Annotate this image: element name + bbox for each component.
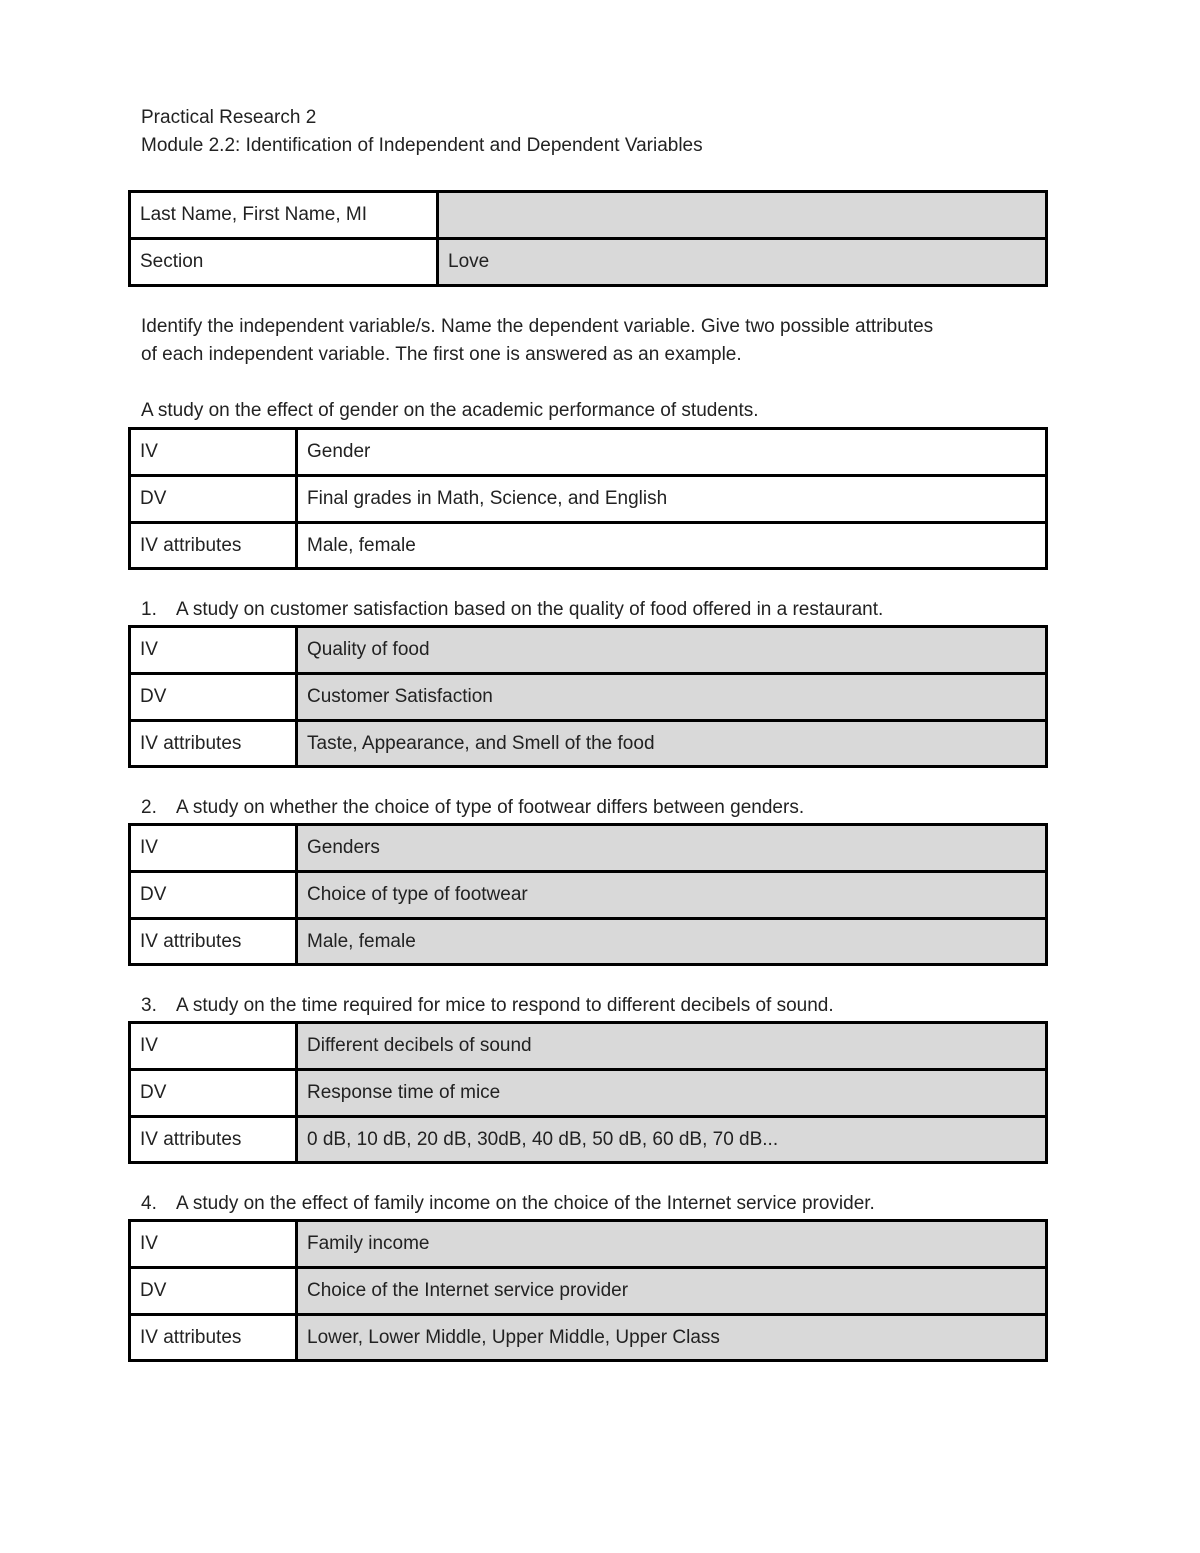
dv-answer-field[interactable]: Choice of type of footwear (298, 873, 1045, 917)
question-number: 3. (141, 995, 157, 1016)
attrs-answer-field[interactable]: Male, female (298, 920, 1045, 963)
attrs-label: IV attributes (131, 1316, 298, 1359)
dv-answer-field[interactable]: Response time of mice (298, 1071, 1045, 1115)
question-2-table (128, 823, 1048, 966)
instructions-line-2: of each independent variable. The first one is answered as an example. (141, 344, 742, 365)
dv-label: DV (131, 1071, 298, 1115)
iv-answer-field[interactable]: Genders (298, 826, 1045, 870)
attrs-row (131, 1316, 1045, 1359)
student-info-table (128, 190, 1048, 287)
question-3-table (128, 1021, 1048, 1164)
question-number: 1. (141, 599, 157, 620)
example-attrs-row (131, 524, 1045, 567)
example-prompt: A study on the effect of gender on the academic performance of students. (141, 400, 759, 421)
attrs-label: IV attributes (131, 920, 298, 963)
question-2-prompt (141, 794, 804, 822)
section-row (131, 240, 1045, 284)
dv-label: DV (131, 477, 298, 521)
course-title: Practical Research 2 (141, 107, 317, 128)
attrs-row (131, 920, 1045, 963)
question-text: A study on customer satisfaction based on the quality of food offered in a restaurant. (176, 599, 884, 620)
section-label: Section (131, 240, 439, 284)
dv-row (131, 873, 1045, 920)
iv-row (131, 826, 1045, 873)
attrs-answer-field[interactable]: Taste, Appearance, and Smell of the food (298, 722, 1045, 765)
dv-label: DV (131, 873, 298, 917)
iv-label: IV (131, 826, 298, 870)
iv-row (131, 628, 1045, 675)
iv-row (131, 1024, 1045, 1071)
dv-label: DV (131, 675, 298, 719)
section-field[interactable]: Love (439, 240, 1045, 284)
attrs-row (131, 722, 1045, 765)
dv-answer-field[interactable]: Customer Satisfaction (298, 675, 1045, 719)
example-iv-row (131, 430, 1045, 477)
dv-row (131, 1269, 1045, 1316)
name-row (131, 193, 1045, 240)
question-4-prompt (141, 1190, 875, 1218)
example-attrs-value: Male, female (298, 524, 1045, 567)
attrs-answer-field[interactable]: Lower, Lower Middle, Upper Middle, Upper Class (298, 1316, 1045, 1359)
question-3-prompt (141, 992, 834, 1020)
module-title: Module 2.2: Identification of Independent and Dependent Variables (141, 135, 703, 156)
iv-label: IV (131, 628, 298, 672)
iv-label: IV (131, 430, 298, 474)
attrs-row (131, 1118, 1045, 1161)
question-text: A study on whether the choice of type of footwear differs between genders. (176, 797, 805, 818)
question-number: 4. (141, 1193, 157, 1214)
example-dv-value: Final grades in Math, Science, and English (298, 477, 1045, 521)
attrs-answer-field[interactable]: 0 dB, 10 dB, 20 dB, 30dB, 40 dB, 50 dB, 60 dB, 70 dB... (298, 1118, 1045, 1161)
question-4-table (128, 1219, 1048, 1362)
question-text: A study on the time required for mice to respond to different decibels of sound. (176, 995, 834, 1016)
iv-label: IV (131, 1024, 298, 1068)
example-table (128, 427, 1048, 570)
attrs-label: IV attributes (131, 524, 298, 567)
dv-row (131, 1071, 1045, 1118)
iv-answer-field[interactable]: Different decibels of sound (298, 1024, 1045, 1068)
dv-label: DV (131, 1269, 298, 1313)
question-1-prompt (141, 596, 883, 624)
name-label: Last Name, First Name, MI (131, 193, 439, 237)
name-field[interactable] (439, 193, 1045, 237)
example-iv-value: Gender (298, 430, 1045, 474)
question-1-table (128, 625, 1048, 768)
dv-row (131, 675, 1045, 722)
question-number: 2. (141, 797, 157, 818)
attrs-label: IV attributes (131, 1118, 298, 1161)
attrs-label: IV attributes (131, 722, 298, 765)
iv-answer-field[interactable]: Quality of food (298, 628, 1045, 672)
iv-label: IV (131, 1222, 298, 1266)
question-text: A study on the effect of family income on the choice of the Internet service provider. (176, 1193, 875, 1214)
example-dv-row (131, 477, 1045, 524)
iv-row (131, 1222, 1045, 1269)
dv-answer-field[interactable]: Choice of the Internet service provider (298, 1269, 1045, 1313)
iv-answer-field[interactable]: Family income (298, 1222, 1045, 1266)
instructions-line-1: Identify the independent variable/s. Name the dependent variable. Give two possible attributes (141, 316, 934, 337)
